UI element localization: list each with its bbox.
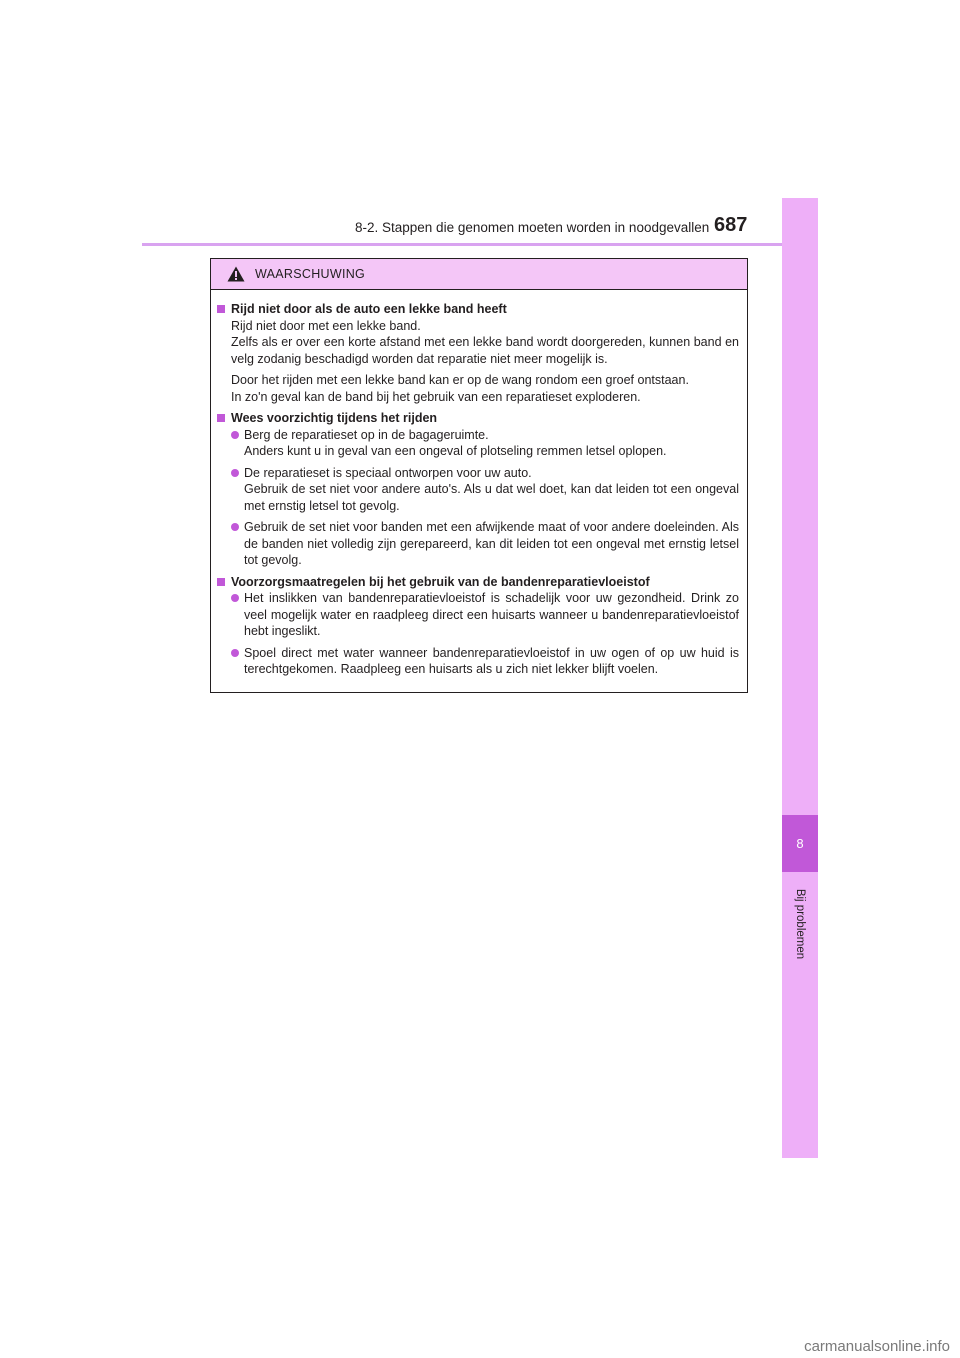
bullet-line: Het inslikken van bandenreparatievloeistof is schadelijk voor uw gezondheid. Drink zo veel mogelijk water en raadpleeg direct een huisarts wanneer u bandenreparatievloeistof hebt ingeslikt. <box>244 591 739 638</box>
chapter-number: 8 <box>796 836 804 851</box>
bullet-line: Gebruik de set niet voor banden met een afwijkende maat of voor andere doeleinden. Als de banden niet volledig zijn gerepareerd, kan dit leiden tot een ongeval met ernstig letsel tot gevolg. <box>244 520 739 567</box>
warning-header <box>211 259 747 290</box>
warning-section <box>217 574 739 678</box>
warning-title: WAARSCHUWING <box>255 267 366 281</box>
paragraph-line: Door het rijden met een lekke band kan er op de wang rondom een groef ontstaan. <box>231 373 689 387</box>
warning-section <box>217 301 739 405</box>
bullet-line: Berg de reparatieset op in de bagageruimte. <box>244 427 489 442</box>
bullet-item <box>231 465 739 515</box>
warning-body <box>211 290 747 678</box>
bullet-text <box>244 427 739 460</box>
paragraph-line: In zo'n geval kan de band bij het gebruik van een reparatieset exploderen. <box>231 389 641 404</box>
side-tab <box>782 198 818 1158</box>
bullet-text <box>244 465 739 515</box>
section-heading-text: Voorzorgsmaatregelen bij het gebruik van de bandenreparatievloeistof <box>231 574 650 589</box>
section-title: 8-2. Stappen die genomen moeten worden in noodgevallen <box>355 220 710 235</box>
bullet-text <box>244 519 739 569</box>
round-bullet-icon <box>231 649 239 657</box>
square-bullet-icon <box>217 578 225 586</box>
section-paragraph <box>231 372 739 405</box>
warning-triangle-icon <box>227 266 245 282</box>
warning-box <box>210 258 748 693</box>
header-rule <box>142 243 818 246</box>
bullet-line: Gebruik de set niet voor andere auto's. Als u dat wel doet, kan dat leiden tot een ongeval met ernstig letsel tot gevolg. <box>244 482 739 513</box>
page-number: 687 <box>714 214 748 236</box>
round-bullet-icon <box>231 469 239 477</box>
chapter-label: Bij problemen <box>794 888 806 960</box>
round-bullet-icon <box>231 594 239 602</box>
bullet-item <box>231 519 739 569</box>
bullet-text <box>244 645 739 678</box>
bullet-item <box>231 590 739 640</box>
section-heading <box>217 410 739 427</box>
bullet-line: Anders kunt u in geval van een ongeval of plotseling remmen letsel oplopen. <box>244 444 667 458</box>
round-bullet-icon <box>231 523 239 531</box>
section-heading-text: Rijd niet door als de auto een lekke band heeft <box>231 302 507 316</box>
section-paragraph <box>231 318 739 368</box>
square-bullet-icon <box>217 414 225 422</box>
square-bullet-icon <box>217 305 225 313</box>
section-heading <box>217 574 739 591</box>
watermark: carmanualsonline.info <box>804 1338 950 1355</box>
bullet-text <box>244 590 739 640</box>
section-heading <box>217 301 739 318</box>
paragraph-line: Zelfs als er over een korte afstand met een lekke band wordt doorgereden, kunnen band en velg zodanig beschadigd worden dat reparatie niet meer mogelijk is. <box>231 335 739 366</box>
bullet-line: Spoel direct met water wanneer bandenreparatievloeistof in uw ogen of op uw huid is terechtgekomen. Raadpleeg een huisarts als u zich niet lekker blijft voelen. <box>244 645 739 676</box>
paragraph-line: Rijd niet door met een lekke band. <box>231 318 421 333</box>
chapter-number-box <box>782 815 818 872</box>
round-bullet-icon <box>231 431 239 439</box>
bullet-line: De reparatieset is speciaal ontworpen voor uw auto. <box>244 465 532 480</box>
bullet-item <box>231 427 739 460</box>
section-heading-text: Wees voorzichtig tijdens het rijden <box>231 411 438 425</box>
warning-section <box>217 410 739 569</box>
bullet-item <box>231 645 739 678</box>
